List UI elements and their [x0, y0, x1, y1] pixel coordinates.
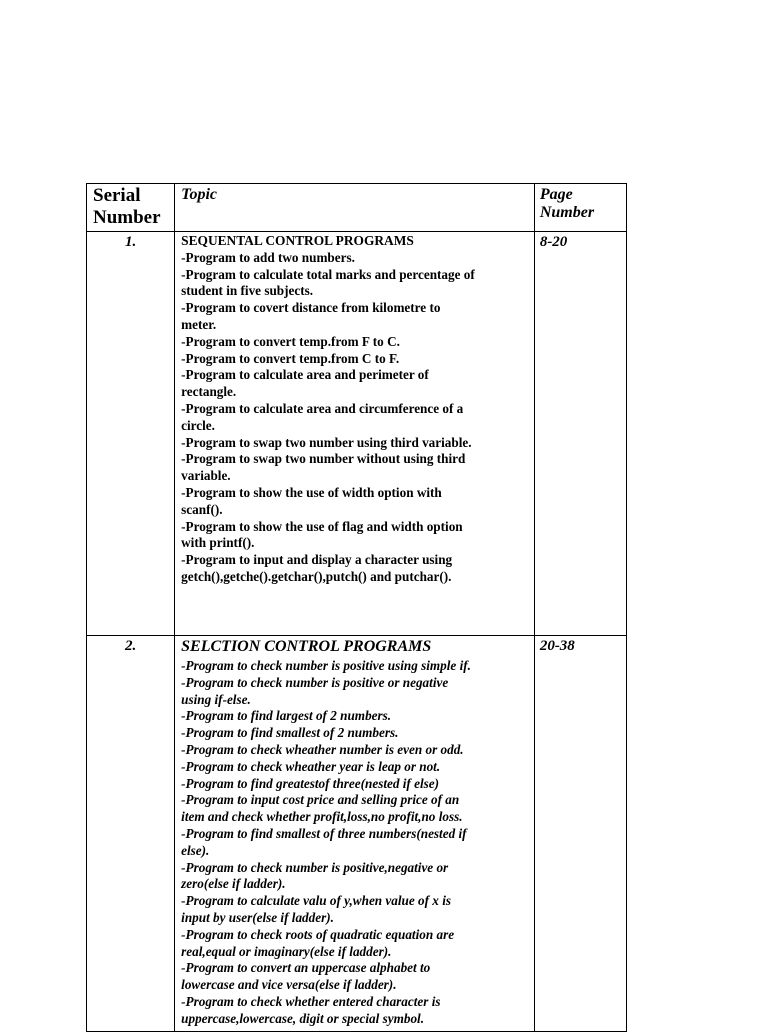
topic-line: -Program to convert temp.from F to C. [181, 333, 400, 349]
topic-line: -Program to swap two number using third variable. [181, 434, 472, 450]
topic-line: -Program to find greatestof three(nested if else) [181, 775, 440, 791]
topic-lines [181, 250, 530, 586]
topic-line: -Program to check number is positive,negative or [181, 859, 449, 875]
header-page-number [534, 184, 626, 232]
topic-line: -Program to check wheather number is even or odd. [181, 741, 464, 757]
page-number-cell: 8-20 [534, 232, 626, 636]
serial-number-cell: 1. [87, 232, 175, 636]
topic-line: -Program to show the use of width option with [181, 484, 442, 500]
topic-line: -Program to calculate area and perimeter of [181, 367, 429, 383]
table-row [87, 232, 627, 636]
topic-line: -Program to show the use of flag and width option [181, 518, 463, 534]
topic-line: with printf(). [181, 535, 255, 551]
topic-line: -Program to check number is positive or negative [181, 674, 449, 690]
topic-lines [181, 658, 530, 1028]
header-serial-number [87, 184, 175, 232]
page-number-cell: 20-38 [534, 636, 626, 1032]
topic-line: item and check whether profit,loss,no profit,no loss. [181, 809, 463, 825]
header-serial-line1: Serial [93, 185, 141, 206]
table-row [87, 636, 627, 1032]
topic-line: using if-else. [181, 691, 251, 707]
topic-line: rectangle. [181, 384, 237, 400]
topic-line: else). [181, 842, 210, 858]
topic-line: student in five subjects. [181, 283, 314, 299]
topic-line: -Program to calculate valu of y,when value of x is [181, 893, 451, 909]
topic-line: -Program to find largest of 2 numbers. [181, 708, 392, 724]
header-topic: Topic [175, 184, 535, 232]
topic-cell [175, 232, 535, 636]
topic-line: -Program to check wheather year is leap or not. [181, 758, 441, 774]
header-serial-line2: Number [93, 207, 161, 228]
topic-line: -Program to covert distance from kilometre to [181, 300, 441, 316]
topic-line: -Program to find smallest of three numbers(nested if [181, 825, 467, 841]
topic-line: getch(),getche().getchar(),putch() and putchar(). [181, 568, 452, 584]
header-page-line1: Page [539, 186, 573, 203]
topic-cell [175, 636, 535, 1032]
topic-line: -Program to input cost price and selling price of an [181, 792, 460, 808]
section-title: SELCTION CONTROL PROGRAMS [181, 638, 432, 655]
topic-line: -Program to check roots of quadratic equation are [181, 926, 455, 942]
topic-line: -Program to input and display a character using [181, 552, 453, 568]
topic-line: lowercase and vice versa(else if ladder). [181, 977, 397, 993]
table-of-contents [86, 183, 627, 1032]
topic-line: circle. [181, 417, 215, 433]
topic-line: -Program to convert temp.from C to F. [181, 350, 400, 366]
section-title: SEQUENTAL CONTROL PROGRAMS [181, 233, 414, 248]
topic-line: -Program to calculate area and circumference of a [181, 400, 464, 416]
topic-line: -Program to calculate total marks and percentage of [181, 266, 475, 282]
topic-line: uppercase,lowercase, digit or special symbol. [181, 1010, 424, 1026]
topic-line: -Program to check number is positive using simple if. [181, 658, 471, 673]
topic-line: -Program to swap two number without using third [181, 451, 466, 467]
topic-line: meter. [181, 316, 217, 332]
topic-line: zero(else if ladder). [181, 876, 286, 892]
topic-line: -Program to check whether entered character is [181, 993, 441, 1009]
topic-line: scanf(). [181, 501, 223, 517]
topic-line: variable. [181, 468, 231, 484]
topic-line: -Program to add two numbers. [181, 249, 355, 265]
topic-line: input by user(else if ladder). [181, 909, 334, 925]
header-row [87, 184, 627, 232]
topic-line: -Program to convert an uppercase alphabet to [181, 960, 431, 976]
serial-number-cell: 2. [87, 636, 175, 1032]
header-page-line2: Number [539, 204, 595, 221]
topic-line: real,equal or imaginary(else if ladder). [181, 943, 392, 959]
topic-line: -Program to find smallest of 2 numbers. [181, 725, 399, 741]
